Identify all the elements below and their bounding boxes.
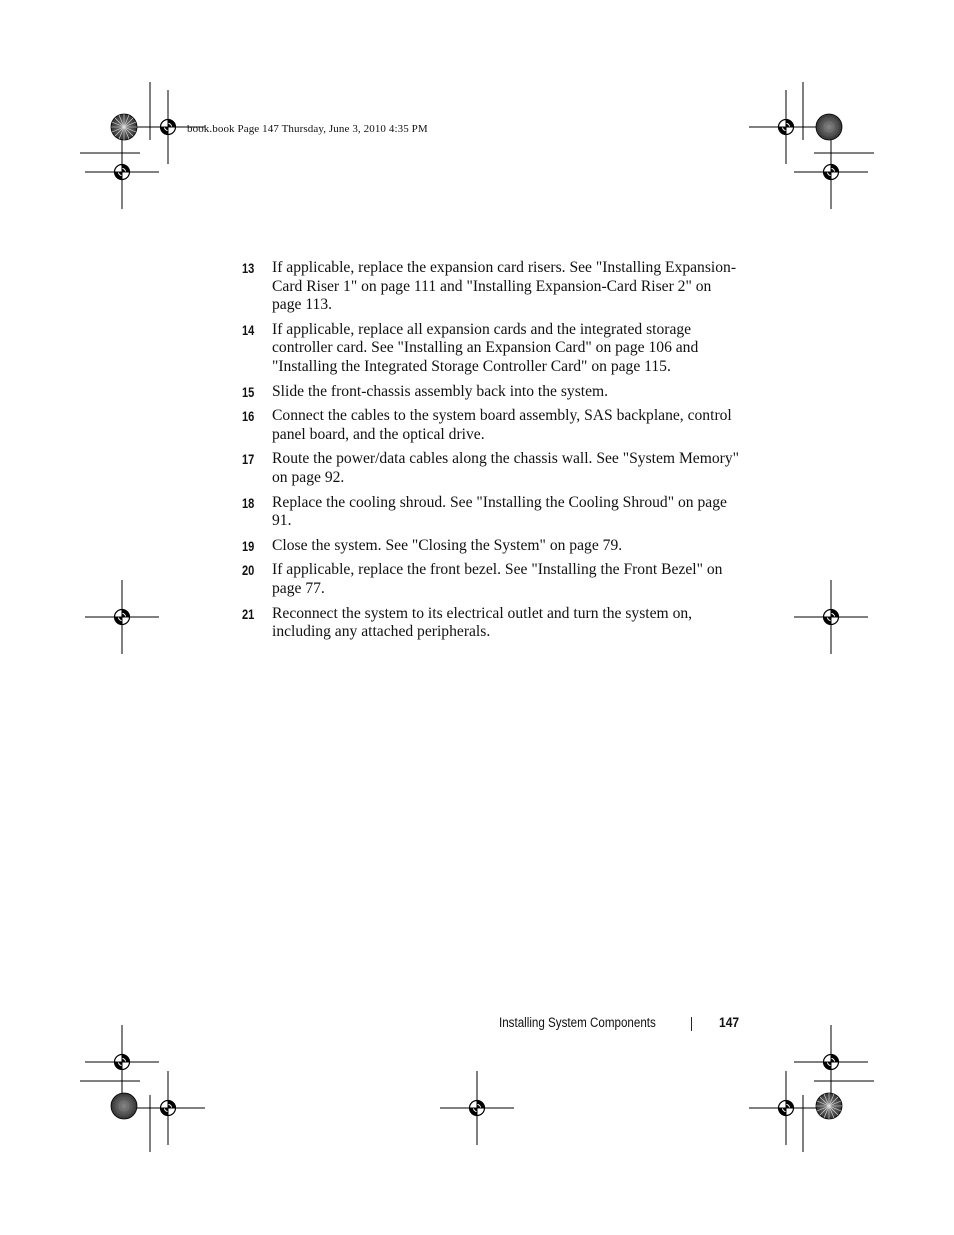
step-number: 14 (242, 322, 255, 338)
step-15 (242, 383, 742, 402)
step-text: Replace the cooling shroud. See "Installing the Cooling Shroud" on page 91. (272, 493, 727, 530)
step-number: 19 (242, 538, 255, 554)
registration-mark-right-lower (794, 1025, 868, 1099)
registration-mark-bottom-left (131, 1071, 205, 1145)
starburst-target-top-right (816, 114, 842, 140)
step-14 (242, 321, 742, 377)
step-17 (242, 450, 742, 487)
registration-mark-left-lower (85, 1025, 159, 1099)
registration-mark-top-right (749, 90, 823, 164)
step-text: Reconnect the system to its electrical outlet and turn the system on, including any attached peripherals. (272, 604, 693, 641)
step-number: 17 (242, 452, 255, 468)
registration-mark-right-upper (794, 135, 868, 209)
starburst-target-bottom-left (111, 1093, 137, 1119)
footer-page-number: 147 (719, 1014, 740, 1030)
registration-mark-bottom-center (440, 1071, 514, 1145)
step-text: Close the system. See "Closing the System" on page 79. (272, 536, 623, 554)
step-number: 16 (242, 409, 255, 425)
footer-divider (691, 1017, 692, 1031)
step-18 (242, 494, 742, 531)
procedure-steps (242, 259, 742, 648)
step-19 (242, 537, 742, 556)
step-text: Slide the front-chassis assembly back into the system. (272, 382, 609, 400)
step-21 (242, 605, 742, 642)
registration-mark-left-upper (85, 135, 159, 209)
step-number: 15 (242, 384, 255, 400)
step-16 (242, 407, 742, 444)
registration-mark-bottom-right (749, 1071, 823, 1145)
footer-section-title: Installing System Components (499, 1015, 656, 1030)
registration-mark-left-middle (85, 580, 159, 654)
step-number: 13 (242, 261, 255, 276)
registration-mark-right-middle (794, 580, 868, 654)
starburst-target-bottom-right (816, 1093, 842, 1119)
step-13 (242, 259, 742, 315)
step-text: Route the power/data cables along the chassis wall. See "System Memory" on page 92. (272, 450, 740, 486)
starburst-target-top-left (111, 114, 137, 140)
step-number: 21 (242, 606, 255, 622)
step-number: 20 (242, 563, 255, 579)
step-text: If applicable, replace the expansion card risers. See "Installing Expansion-Card Riser 1" on page 111 and "Installing Expansion-Card Riser 2" on page 113. (272, 259, 737, 314)
step-text: If applicable, replace the front bezel. See "Installing the Front Bezel" on page 77. (272, 561, 723, 597)
step-text: Connect the cables to the system board assembly, SAS backplane, control panel board, and the optical drive. (272, 407, 732, 443)
print-slug: book.book Page 147 Thursday, June 3, 2010 4:35 PM (187, 123, 428, 135)
step-number: 18 (242, 495, 255, 511)
step-text: If applicable, replace all expansion cards and the integrated storage controller card. See "Installing an Expansion Card" on page 106 and "Installing the Integrated Storage Controller Card" on page 115. (272, 320, 699, 375)
step-20 (242, 561, 742, 598)
